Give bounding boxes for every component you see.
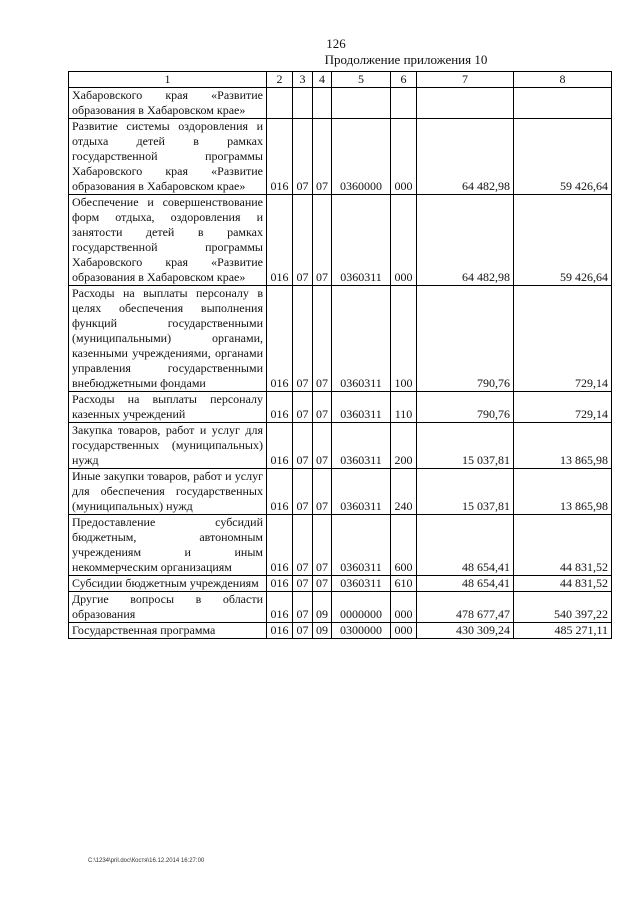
row-cell-col2: 016 (267, 576, 293, 592)
row-cell-col4: 07 (313, 119, 332, 195)
row-cell-col2: 016 (267, 392, 293, 423)
row-cell-col8: 13 865,98 (514, 469, 612, 515)
row-cell-col2: 016 (267, 286, 293, 392)
row-cell-col5: 0360000 (332, 119, 391, 195)
column-header: 4 (313, 72, 332, 88)
row-cell-col4: 09 (313, 592, 332, 623)
row-cell-col3: 07 (293, 392, 313, 423)
row-cell-col2: 016 (267, 623, 293, 639)
row-cell-col3: 07 (293, 576, 313, 592)
row-cell-col5: 0360311 (332, 392, 391, 423)
row-cell-col2: 016 (267, 515, 293, 576)
column-header: 1 (69, 72, 267, 88)
row-cell-col7 (417, 88, 514, 119)
row-cell-col5: 0360311 (332, 195, 391, 286)
row-name-cell: Обеспечение и совершенствование форм отдыха, оздоровления и занятости детей в рамках государственной программы Хабаровского края «Развитие образования в Хабаровском крае» (69, 195, 267, 286)
row-cell-col8: 44 831,52 (514, 576, 612, 592)
row-cell-col7: 15 037,81 (417, 469, 514, 515)
row-cell-col6: 110 (391, 392, 417, 423)
row-cell-col8: 59 426,64 (514, 195, 612, 286)
row-cell-col7: 48 654,41 (417, 515, 514, 576)
row-cell-col6: 000 (391, 592, 417, 623)
page-number: 126 (326, 36, 346, 51)
row-cell-col6: 100 (391, 286, 417, 392)
row-cell-col4: 07 (313, 515, 332, 576)
row-name-cell: Государственная программа (69, 623, 267, 639)
column-header: 2 (267, 72, 293, 88)
table-row (69, 469, 612, 515)
row-name-cell: Иные закупки товаров, работ и услуг для обеспечения государственных (муниципальных) нужд (69, 469, 267, 515)
row-cell-col5: 0000000 (332, 592, 391, 623)
row-cell-col8: 540 397,22 (514, 592, 612, 623)
row-name-cell: Развитие системы оздоровления и отдыха детей в рамках государственной программы Хабаровского края «Развитие образования в Хабаровском крае» (69, 119, 267, 195)
row-cell-col3: 07 (293, 423, 313, 469)
row-cell-col4: 07 (313, 469, 332, 515)
row-cell-col3: 07 (293, 469, 313, 515)
table-row (69, 592, 612, 623)
row-cell-col3: 07 (293, 286, 313, 392)
table-header-row (69, 72, 612, 88)
row-cell-col3: 07 (293, 119, 313, 195)
row-cell-col6 (391, 88, 417, 119)
row-name-cell: Расходы на выплаты персоналу в целях обеспечения выполнения функций государственными (муниципальными) органами, казенными учреждениями, органами управления государственными внебюджетными фондами (69, 286, 267, 392)
row-cell-col3: 07 (293, 515, 313, 576)
budget-table (68, 71, 612, 639)
row-cell-col7: 478 677,47 (417, 592, 514, 623)
row-cell-col7: 64 482,98 (417, 195, 514, 286)
row-name-cell: Хабаровского края «Развитие образования в Хабаровском крае» (69, 88, 267, 119)
row-cell-col5: 0300000 (332, 623, 391, 639)
row-cell-col3 (293, 88, 313, 119)
row-cell-col6: 240 (391, 469, 417, 515)
appendix-caption: Продолжение приложения 10 (324, 52, 488, 67)
row-cell-col7: 430 309,24 (417, 623, 514, 639)
row-name-cell: Предоставление субсидий бюджетным, автономным учреждениям и иным некоммерческим организациям (69, 515, 267, 576)
table-row (69, 88, 612, 119)
row-cell-col4: 07 (313, 392, 332, 423)
row-cell-col5: 0360311 (332, 469, 391, 515)
table-row (69, 286, 612, 392)
file-path-footer: C:\1234\pril.doc\Костя\16.12.2014 16:27:00 (88, 858, 205, 864)
row-cell-col8: 44 831,52 (514, 515, 612, 576)
row-cell-col8: 485 271,11 (514, 623, 612, 639)
table-row (69, 515, 612, 576)
row-cell-col4: 07 (313, 286, 332, 392)
row-cell-col5: 0360311 (332, 515, 391, 576)
row-cell-col2: 016 (267, 469, 293, 515)
row-cell-col5: 0360311 (332, 423, 391, 469)
row-cell-col8: 729,14 (514, 286, 612, 392)
row-cell-col7: 64 482,98 (417, 119, 514, 195)
row-cell-col4: 07 (313, 423, 332, 469)
row-cell-col6: 000 (391, 195, 417, 286)
row-cell-col3: 07 (293, 592, 313, 623)
row-cell-col4 (313, 88, 332, 119)
row-name-cell: Субсидии бюджетным учреждениям (69, 576, 267, 592)
column-header: 7 (417, 72, 514, 88)
row-cell-col6: 200 (391, 423, 417, 469)
row-cell-col4: 07 (313, 195, 332, 286)
row-cell-col8 (514, 88, 612, 119)
row-cell-col4: 09 (313, 623, 332, 639)
row-cell-col6: 600 (391, 515, 417, 576)
table-row (69, 119, 612, 195)
table-row (69, 576, 612, 592)
table-row (69, 195, 612, 286)
row-name-cell: Закупка товаров, работ и услуг для государственных (муниципальных) нужд (69, 423, 267, 469)
row-cell-col8: 729,14 (514, 392, 612, 423)
row-cell-col5: 0360311 (332, 286, 391, 392)
row-cell-col5 (332, 88, 391, 119)
row-cell-col7: 15 037,81 (417, 423, 514, 469)
column-header: 3 (293, 72, 313, 88)
column-header: 6 (391, 72, 417, 88)
row-cell-col2: 016 (267, 423, 293, 469)
row-cell-col2: 016 (267, 592, 293, 623)
row-cell-col7: 48 654,41 (417, 576, 514, 592)
row-cell-col5: 0360311 (332, 576, 391, 592)
table-row (69, 392, 612, 423)
row-cell-col6: 610 (391, 576, 417, 592)
table-row (69, 623, 612, 639)
row-name-cell: Расходы на выплаты персоналу казенных учреждений (69, 392, 267, 423)
row-cell-col3: 07 (293, 623, 313, 639)
column-header: 5 (332, 72, 391, 88)
column-header: 8 (514, 72, 612, 88)
row-cell-col8: 59 426,64 (514, 119, 612, 195)
row-cell-col7: 790,76 (417, 286, 514, 392)
row-cell-col2: 016 (267, 119, 293, 195)
row-name-cell: Другие вопросы в области образования (69, 592, 267, 623)
table-row (69, 423, 612, 469)
row-cell-col3: 07 (293, 195, 313, 286)
row-cell-col8: 13 865,98 (514, 423, 612, 469)
row-cell-col6: 000 (391, 623, 417, 639)
row-cell-col2 (267, 88, 293, 119)
row-cell-col7: 790,76 (417, 392, 514, 423)
row-cell-col6: 000 (391, 119, 417, 195)
row-cell-col4: 07 (313, 576, 332, 592)
row-cell-col2: 016 (267, 195, 293, 286)
